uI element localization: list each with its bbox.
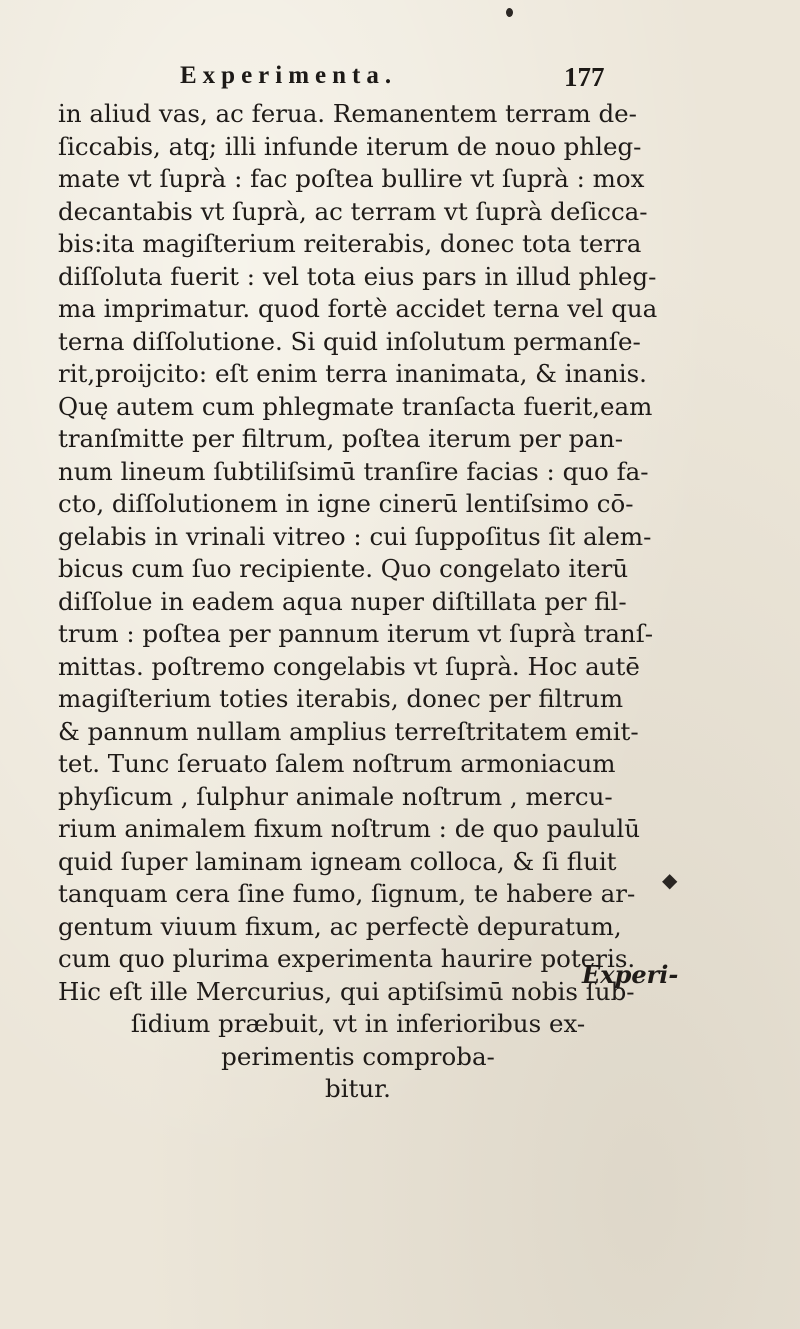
text-line: bitur. [325,1074,391,1103]
text-line: ſiccabis, atq; illi infunde iterum de nouo phleg- [58,131,642,161]
text-line: ſidium præbuit, vt in inferioribus ex- [130,1009,586,1038]
text-line: ma imprimatur. quod fortè accidet terna vel qua [58,294,658,323]
text-line: mate vt ſuprà : fac poſtea bullire vt ſuprà : mox [58,164,645,193]
text-line: magiſterium toties iterabis, donec per filtrum [58,684,624,713]
body-text [58,98,658,1106]
text-line: phyſicum , ſulphur animale noſtrum , mercu- [58,781,613,811]
text-line: quid ſuper laminam igneam colloca, & ſi fluit [58,846,617,876]
text-line: cto, diſſolutionem in igne cinerū lentiſsimo cō- [58,489,634,518]
text-line: mittas. poſtremo congelabis vt ſuprà. Hoc autē [58,651,640,681]
text-line: diſſolue in eadem aqua nuper diſtillata per fil- [58,586,627,616]
text-line: cum quo plurima experimenta haurire poteris. [58,944,636,973]
text-line: terna diſſolutione. Si quid inſolutum permanſe- [58,326,641,356]
text-line: bis:ita magiſterium reiterabis, donec tota terra [58,229,642,258]
text-line: tranſmitte per filtrum, poſtea iterum per pan- [58,424,624,453]
text-line: bicus cum ſuo recipiente. Quo congelato iterū [58,554,629,583]
text-line: decantabis vt ſuprà, ac terram vt ſuprà deſicca- [58,196,648,226]
text-line: gelabis in vrinali vitreo : cui ſuppoſitus ſit alem- [58,521,652,551]
text-line: Quę autem cum phlegmate tranſacta fuerit,eam [58,391,653,421]
text-line: tet. Tunc ſeruato ſalem noſtrum armoniacum [58,749,616,778]
text-line: gentum viuum fixum, ac perfectè depuratum, [58,911,622,941]
text-line: rium animalem fixum noſtrum : de quo paululū [58,814,640,843]
catchword: Experi- [582,960,679,989]
text-line: num lineum ſubtiliſsimū tranſire facias : quo fa- [58,456,649,486]
text-line: Hic eſt ille Mercurius, qui aptiſsimū nobis ſub- [58,976,635,1006]
margin-dot-mark: ◆ [662,868,678,892]
page-number: 177 [564,62,605,92]
text-line: perimentis comproba- [221,1041,495,1071]
ink-dot [506,8,513,17]
text-line: rit,proijcito: eſt enim terra inanimata, & inanis. [58,359,647,388]
text-line: trum : poſtea per pannum iterum vt ſuprà tranſ- [58,619,654,648]
running-head: Experimenta. [180,62,398,89]
text-line: in aliud vas, ac ferua. Remanentem terram de- [58,99,637,128]
text-line: tanquam cera ſine fumo, ſignum, te habere ar- [58,879,636,908]
text-line: & pannum nullam amplius terreſtritatem emit- [58,716,639,746]
text-line: diſſoluta fuerit : vel tota eius pars in illud phleg- [58,261,657,291]
